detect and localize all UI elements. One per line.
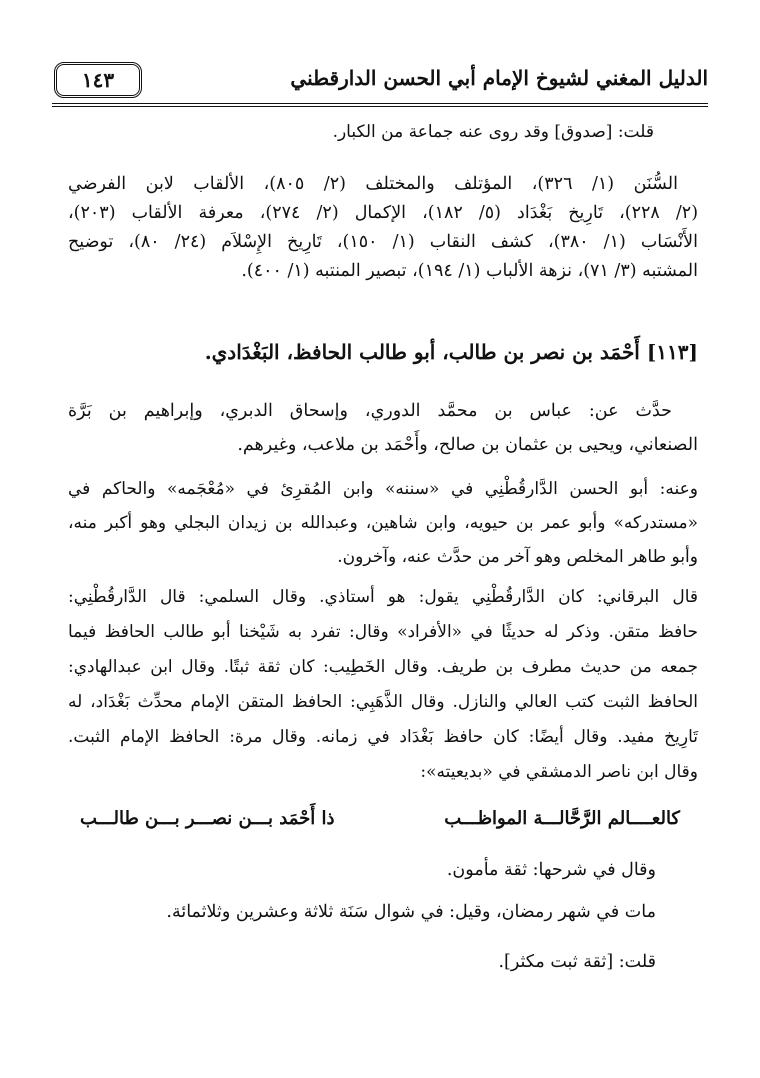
text-line: الحافظ الثبت كتب العالي والنازل. وقال الذَّهَبِي: الحافظ المتقن الإمام محدِّث بَغْدَاد، له [68,692,698,712]
page-header [52,62,708,102]
teachers-paragraph [68,394,698,462]
text-line: المشتبه (٣/ ٧١)، نزهة الألباب (١/ ١٩٤)، تبصير المنتبه (١/ ٤٠٠). [241,261,698,281]
verse-second-hemistich: ذا أَحْمَد بـــن نصـــر بـــن طالـــب [80,808,335,829]
entry-heading: [١١٣] أَحْمَد بن نصر بن طالب، أبو طالب الحافظ، البَغْدَادي. [204,340,698,364]
text-line: (٢/ ٢٢٨)، تَارِيخ بَغْدَاد (٥/ ١٨٢)، الإكمال (٢/ ٢٧٤)، معرفة الألقاب (٢٠٣)، [68,203,699,223]
text-line: وقال في شرحها: ثقة مأمون. [446,860,656,880]
students-paragraph [68,472,698,574]
text-line: حافظ متقن. وذكر له حديثًا في «الأفراد» وقال: تفرد به شَيْخنا أبو طالب الحافظ فيما [68,622,698,642]
intro-note [68,122,698,142]
closing-note [68,952,698,972]
text-line: قال البرقاني: كان الدَّارقُطْنِي يقول: هو أستاذي. وقال السلمي: قال الدَّارقُطْنِي: [68,587,698,607]
text-line: «مستدركه» وأبو عمر بن حيويه، وابن شاهين، وعبدالله بن زيدان البجلي وهو أكبر منه، [68,513,698,533]
text-line: السُّنَن (١/ ٣٢٦)، المؤتلف والمختلف (٢/ ٨٠٥)، الألقاب لابن الفرضي [68,174,678,194]
verse-first-hemistich: كالعــــالم الرَّحَّالـــة المواظـــب [444,808,680,829]
praise-paragraph [68,580,698,790]
text-line: تَارِيخ مفيد. وقال أيضًا: كان حافظ بَغْدَاد في زمانه. وقال مرة: الحافظ الإمام الثبت. [68,727,698,747]
death-note [68,902,698,922]
text-line: قلت: [صدوق] وقد روى عنه جماعة من الكبار. [332,122,654,142]
text-line: وأبو طاهر المخلص وهو آخر من حدَّث عنه، وآخرون. [337,547,698,567]
text-line: قلت: [ثقة ثبت مكثر]. [498,952,656,972]
running-title: الدليل المغني لشيوخ الإمام أبي الحسن الدارقطني [290,66,708,90]
text-line: وعنه: أبو الحسن الدَّارقُطْنِي في «سننه» وابن المُقرِئ في «مُعْجَمه» والحاكم في [68,479,698,499]
poetry-verse [80,808,680,838]
text-line: وقال ابن ناصر الدمشقي في «بديعيته»: [420,762,698,782]
sources-paragraph [68,170,698,286]
text-line: حدَّث عن: عباس بن محمَّد الدوري، وإسحاق الدبري، وإبراهيم بن بَرَّة [68,401,672,421]
text-line: الصنعاني، ويحيى بن عثمان بن صالح، وأَحْمَد بن ملاعب، وغيرهم. [237,435,698,455]
commentary-note [68,860,698,880]
page-number: ١٤٣ [54,62,142,98]
header-rule [52,103,708,107]
text-line: الأَنْسَاب (١/ ٣٨٠)، كشف النقاب (١/ ١٥٠)، تَارِيخ الإِسْلاَم (٢٤/ ٨٠)، توضيح [68,232,698,252]
text-line: جمعه من حديث مطرف بن طريف. وقال الخَطِيب: كان ثقة ثبتًا. وقال ابن عبدالهادي: [68,657,698,677]
text-line: مات في شهر رمضان، وقيل: في شوال سَنَة ثلاثة وعشرين وثلاثمائة. [166,902,656,922]
